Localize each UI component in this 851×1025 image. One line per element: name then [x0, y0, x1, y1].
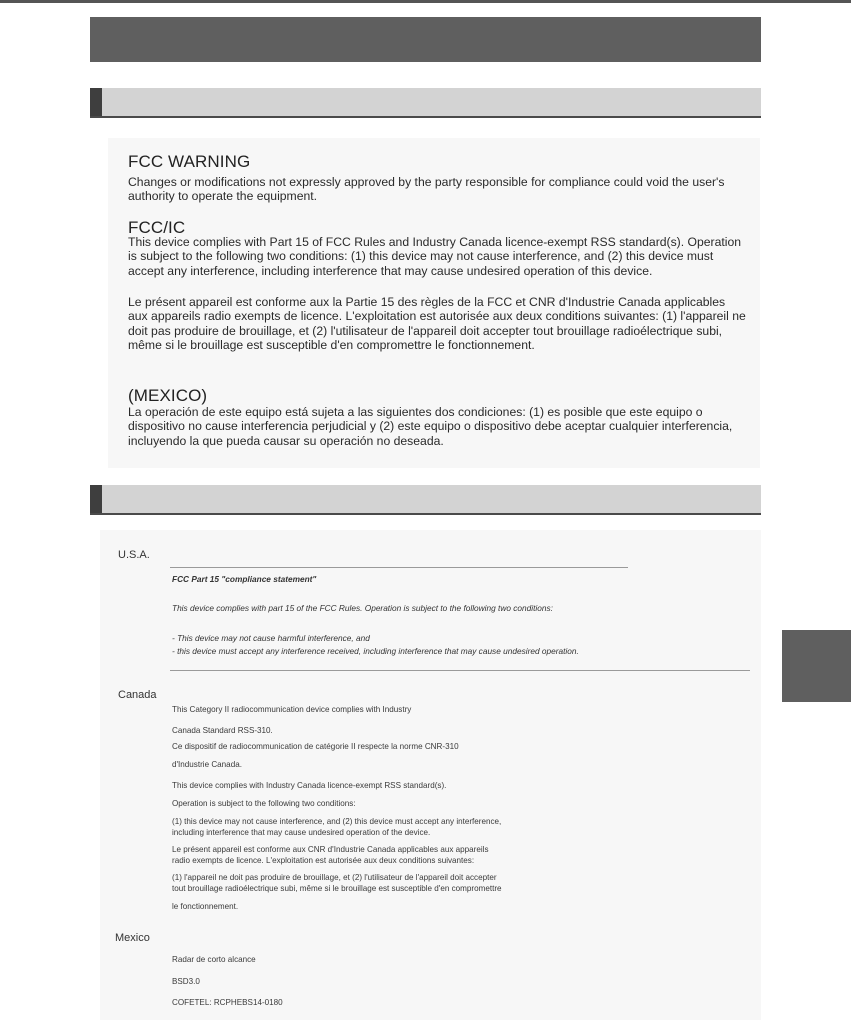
- canada-line: tout brouillage radioélectrique subi, même si le brouillage est susceptible d'en compromettre: [172, 884, 502, 893]
- canada-line: (1) l'appareil ne doit pas produire de brouillage, et (2) l'utilisateur de l'appareil doit accepter: [172, 873, 497, 882]
- fcc-warning-heading: FCC WARNING: [128, 152, 251, 171]
- canada-line: radio exempts de licence. L'exploitation est autorisée aux deux conditions suivantes:: [172, 856, 475, 865]
- fccic-french-text: Le présent appareil est conforme aux la Partie 15 des règles de la FCC et CNR d'Industrie Canada applicables aux appareils radio exempts de licence. L'exploitation est autorisée aux deux conditions suivantes: (1) l'appareil ne doit pas produire de brouillage, et (2) l'utilisateur de l'appareil doit accepter tout brouillage radioélectrique subi, même si le brouillage est susceptible d'en compromettre le fonctionnement.: [128, 295, 746, 352]
- fcc-warning-text: Changes or modifications not expressly approved by the party responsible for compliance could void the user's authority to operate the equipment.: [128, 175, 725, 204]
- canada-line: Operation is subject to the following two conditions:: [172, 799, 356, 808]
- fccic-heading: FCC/IC: [128, 218, 186, 237]
- usa-line: - this device must accept any interference received, including interference that may cause undesired operation.: [172, 646, 579, 656]
- canada-line: le fonctionnement.: [172, 902, 239, 911]
- canada-line: (1) this device may not cause interference, and (2) this device must accept any interference,: [172, 817, 502, 826]
- country-usa: U.S.A.: [118, 549, 150, 561]
- mexico-line: COFETEL: RCPHEBS14-0180: [172, 998, 283, 1007]
- mexico-line: BSD3.0: [172, 977, 200, 986]
- country-mexico: Mexico: [115, 932, 150, 944]
- section-marker: [90, 485, 102, 513]
- canada-line: Canada Standard RSS-310.: [172, 726, 273, 735]
- fccic-english-text: This device complies with Part 15 of FCC Rules and Industry Canada licence-exempt RSS standard(s). Operation is subject to the following two conditions: (1) this device may not cause interference, and (2) this device must accept any interference, including interference that may cause undesired operation of this device.: [128, 235, 742, 278]
- usa-title: FCC Part 15 "compliance statement": [172, 574, 317, 584]
- divider: [170, 670, 750, 671]
- canada-line: d'Industrie Canada.: [172, 760, 242, 769]
- chapter-tab: [782, 630, 851, 702]
- canada-line: Le présent appareil est conforme aux CNR d'Industrie Canada applicables aux appareils: [172, 845, 489, 854]
- country-canada: Canada: [118, 689, 157, 701]
- section-marker: [90, 88, 102, 116]
- canada-line: This device complies with Industry Canada licence-exempt RSS standard(s).: [172, 781, 447, 790]
- canada-line: This Category II radiocommunication device complies with Industry: [172, 705, 412, 714]
- usa-line: - This device may not cause harmful interference, and: [172, 633, 370, 643]
- usa-line: This device complies with part 15 of the FCC Rules. Operation is subject to the following two conditions:: [172, 603, 553, 613]
- canada-line: Ce dispositif de radiocommunication de catégorie II respecte la norme CNR-310: [172, 742, 459, 751]
- section-header-labels: [90, 485, 761, 515]
- mexico-text: La operación de este equipo está sujeta a las siguientes dos condiciones: (1) es posible que este equipo o dispositivo no cause interferencia perjudicial y (2) este equipo o dispositivo debe aceptar cualquier interferencia, incluyendo la que pueda causar su operación no deseada.: [128, 405, 733, 448]
- top-rule: [0, 0, 851, 3]
- section-header-fcc: [90, 88, 761, 118]
- mexico-heading: (MEXICO): [128, 386, 208, 405]
- divider: [170, 567, 628, 568]
- mexico-line: Radar de corto alcance: [172, 955, 256, 964]
- canada-line: including interference that may cause undesired operation of the device.: [172, 828, 431, 837]
- page-title-bar: [90, 17, 761, 62]
